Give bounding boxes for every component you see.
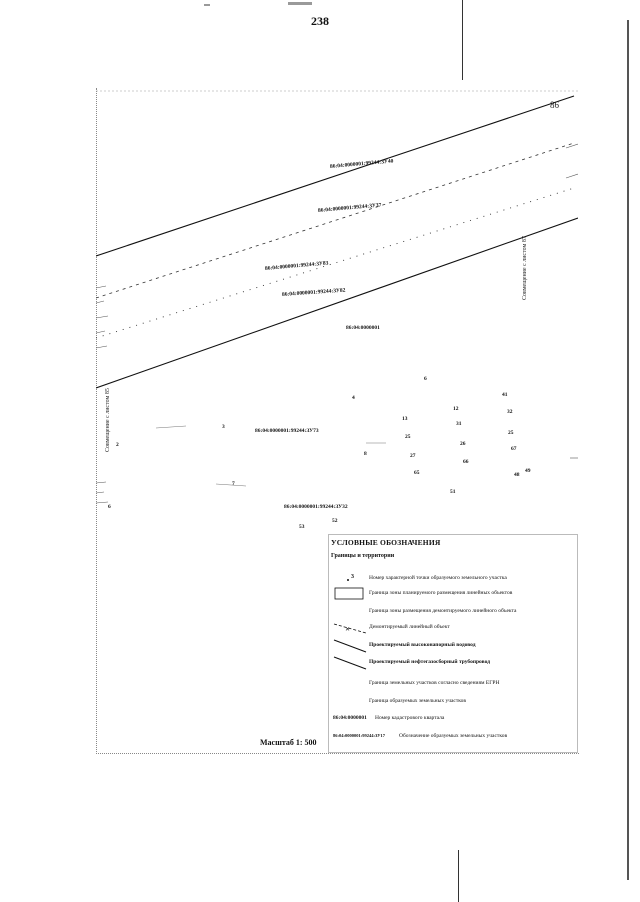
legend-label: Проектируемый высоконапорный водовод	[369, 642, 476, 648]
point-label: 51	[450, 489, 456, 495]
parcel-label: 86:04:0000001:99244:ЗУ73	[255, 428, 319, 434]
parcel-label: 86:04:0000001:99244:ЗУ40	[329, 158, 394, 170]
point-label: 65	[414, 470, 420, 476]
legend-subtitle: Границы и территории	[331, 553, 395, 559]
legend-row-planned-zone	[329, 587, 577, 601]
scan-margin-line	[458, 850, 459, 902]
point-marker-icon	[333, 572, 367, 586]
legend-row-new-parcel-boundary	[329, 695, 577, 709]
point-label: 2	[116, 442, 119, 448]
legend-row-oil-gas-pipeline	[329, 656, 577, 670]
point-label: 25	[508, 430, 514, 436]
legend-label: Обозначение образуемых земельных участков	[399, 733, 508, 739]
map-legend	[328, 534, 578, 753]
scan-margin-line	[462, 0, 463, 80]
legend-label: Номер кадастрового квартала	[375, 715, 445, 721]
right-edge-marks	[566, 144, 578, 458]
demolish-line-icon	[333, 621, 367, 635]
parcel-label: 86:04:0000001:99244:ЗУ32	[284, 504, 348, 510]
boundary-segment	[216, 484, 246, 486]
point-label: 12	[453, 406, 459, 412]
svg-text:3: 3	[351, 574, 354, 580]
water-main-line-icon	[333, 639, 367, 653]
point-label: 53	[299, 524, 305, 530]
parcel-label: 86:04:0000001:99244:ЗУ37	[317, 202, 382, 214]
legend-row-demolished-object	[329, 621, 577, 635]
pipeline-line-lower	[96, 218, 578, 388]
legend-row-egrn-boundary	[329, 677, 577, 691]
scan-speck	[204, 4, 210, 6]
scan-speck	[288, 2, 312, 5]
legend-title: УСЛОВНЫЕ ОБОЗНАЧЕНИЯ	[331, 538, 441, 547]
point-label: 66	[463, 459, 469, 465]
legend-row-water-main	[329, 639, 577, 653]
legend-row-cadastral-quarter	[329, 712, 577, 726]
legend-label: Граница зоны размещения демонтируемого линейного объекта	[369, 608, 517, 614]
parcel-label: 86:04:0000001:99244:ЗУ82	[281, 287, 346, 298]
point-label: 27	[410, 453, 416, 459]
point-label: 41	[502, 392, 508, 398]
legend-label: Граница зоны планируемого размещения линейных объектов	[369, 590, 513, 596]
point-label: 3	[222, 424, 225, 430]
legend-label: Граница образуемых земельных участков	[369, 698, 466, 704]
point-label: 7	[232, 481, 235, 487]
legend-code: 86:04:0000001	[333, 715, 367, 721]
point-label: 13	[402, 416, 408, 422]
scan-margin-line	[627, 20, 629, 880]
point-label: 67	[511, 446, 517, 452]
legend-row-demolition-zone	[329, 605, 577, 619]
legend-label: Номер характерной точки образуемого земельного участка	[369, 575, 507, 581]
cadastral-quarter-label: 86:04:0000001	[346, 325, 380, 331]
parcel-label: 86:04:0000001:99244:ЗУ83	[264, 260, 329, 272]
point-label: 31	[456, 421, 462, 427]
zone-box-icon	[333, 587, 367, 601]
point-label: 32	[507, 409, 513, 415]
sheet-ref-right: Совмещение с листом 87	[522, 236, 528, 300]
point-label: 52	[332, 518, 338, 524]
legend-label: Демонтируемый линейный объект	[369, 624, 450, 630]
sheet-ref-left: Совмещение с листом 85	[105, 388, 111, 452]
point-label: 26	[460, 441, 466, 447]
pipeline-line-upper	[96, 96, 574, 256]
legend-label: Граница земельных участков согласно сведениям ЕГРН	[369, 680, 500, 686]
map-scale: Масштаб 1: 500	[260, 738, 317, 747]
point-label: 6	[424, 376, 427, 382]
point-label: 49	[525, 468, 531, 474]
legend-code: 86:04:0000001:99244:ЗУ17	[333, 733, 386, 738]
legend-label: Проектируемый нефтегазосборный трубопровод	[369, 659, 490, 665]
point-label: 48	[514, 472, 520, 478]
sheet-number: 86	[550, 100, 559, 110]
point-label: 6	[108, 504, 111, 510]
point-label: 8	[364, 451, 367, 457]
legend-row-point-number	[329, 572, 577, 586]
point-label: 25	[405, 434, 411, 440]
point-label: 4	[352, 395, 355, 401]
boundary-segment	[156, 426, 186, 428]
page-number: 238	[311, 14, 329, 28]
svg-text:✕: ✕	[345, 627, 351, 633]
pipeline-line-icon	[333, 656, 367, 670]
legend-row-parcel-designation	[329, 730, 577, 744]
